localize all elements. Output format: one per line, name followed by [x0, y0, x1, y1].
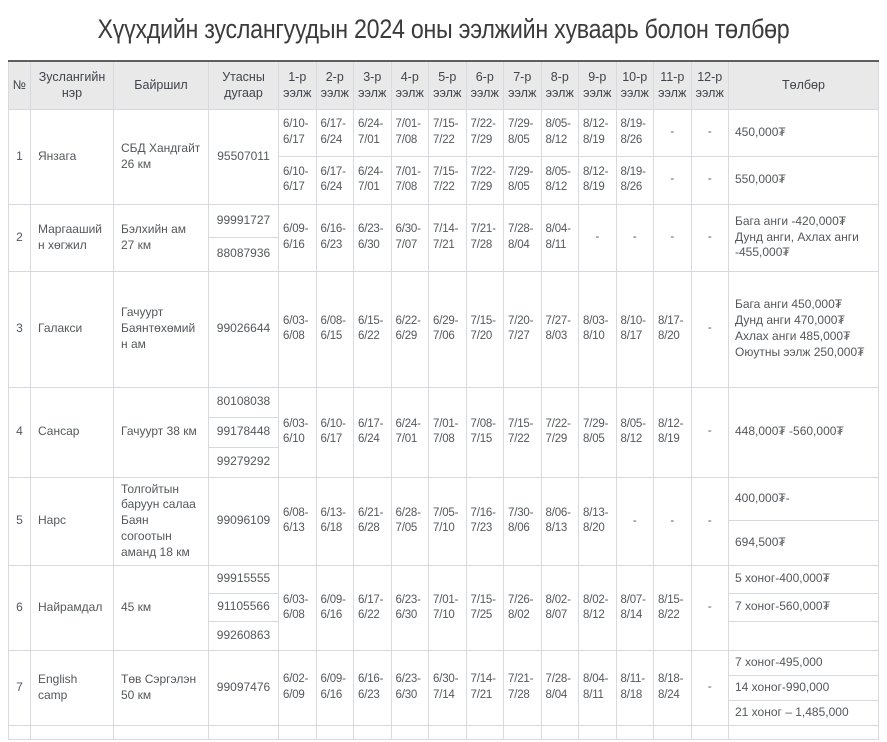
shift-date-cell: 6/23-6/30	[391, 650, 429, 725]
column-header: 11-р ээлж	[654, 61, 692, 109]
fee-cell: 448,000₮ -560,000₮	[729, 387, 879, 477]
shift-date-cell: 8/02-8/12	[579, 565, 617, 650]
shift-date-cell: 8/05-8/12	[616, 387, 654, 477]
shift-date-cell: 8/19-8/26	[616, 109, 654, 156]
phone-cell: 80108038	[209, 387, 279, 417]
empty-cell	[391, 725, 429, 739]
empty-cell	[209, 725, 279, 739]
phone-cell: 99991727	[209, 204, 279, 237]
phone-cell: 99279292	[209, 447, 279, 477]
column-header: 6-р ээлж	[466, 61, 504, 109]
fee-cell: 450,000₮	[729, 109, 879, 156]
shift-date-cell: 6/02-6/09	[279, 650, 317, 725]
shift-date-cell: 6/23-6/30	[354, 204, 392, 271]
fee-cell	[729, 621, 879, 650]
shift-date-cell: 8/02-8/07	[541, 565, 579, 650]
shift-date-cell: 7/15-7/22	[429, 109, 467, 156]
shift-date-cell: 7/15-7/22	[504, 387, 542, 477]
shift-date-cell: 7/29-8/05	[504, 156, 542, 204]
shift-date-cell: 8/12-8/19	[579, 109, 617, 156]
shift-date-cell: 6/03-6/08	[279, 565, 317, 650]
shift-date-cell: 6/13-6/18	[316, 477, 354, 565]
empty-cell	[9, 725, 31, 739]
camp-location-cell: Бэлхийн ам 27 км	[114, 204, 209, 271]
shift-date-cell: 8/03-8/10	[579, 271, 617, 387]
shift-date-cell: 8/06-8/13	[541, 477, 579, 565]
shift-date-cell: 6/09-6/16	[279, 204, 317, 271]
shift-date-cell: 6/03-6/08	[279, 271, 317, 387]
shift-date-cell: -	[691, 156, 729, 204]
shift-date-cell: 7/28-8/04	[504, 204, 542, 271]
fee-cell: 7 хоног-560,000₮	[729, 593, 879, 621]
shift-date-cell: -	[691, 650, 729, 725]
column-header: 3-р ээлж	[354, 61, 392, 109]
shift-date-cell: 6/16-6/23	[354, 650, 392, 725]
camp-number-cell: 7	[9, 650, 31, 725]
phone-cell: 95507011	[209, 109, 279, 204]
shift-date-cell: -	[691, 387, 729, 477]
page-title: Хүүхдийн зуслангуудын 2024 оны ээлжийн хуваарь болон төлбөр	[97, 14, 790, 44]
shift-date-cell: 8/05-8/12	[541, 109, 579, 156]
camp-number-cell: 3	[9, 271, 31, 387]
phone-cell: 99915555	[209, 565, 279, 593]
shift-date-cell: 8/05-8/12	[541, 156, 579, 204]
column-header: 1-р ээлж	[279, 61, 317, 109]
column-header: Төлбөр	[729, 61, 879, 109]
shift-date-cell: 6/17-6/24	[316, 156, 354, 204]
column-header: Зуслангийн нэр	[31, 61, 114, 109]
fee-cell: Бага анги -420,000₮ Дунд анги, Ахлах анги -455,000₮	[729, 204, 879, 271]
table-header	[9, 61, 879, 109]
column-header: 12-р ээлж	[691, 61, 729, 109]
shift-date-cell: 7/01-7/08	[391, 109, 429, 156]
shift-date-cell: 6/21-6/28	[354, 477, 392, 565]
column-header: 10-р ээлж	[616, 61, 654, 109]
empty-cell	[279, 725, 317, 739]
shift-date-cell: -	[691, 204, 729, 271]
shift-date-cell: -	[654, 477, 692, 565]
table-row	[9, 109, 879, 156]
shift-date-cell: -	[616, 477, 654, 565]
fee-cell: 14 хоног-990,000	[729, 675, 879, 700]
shift-date-cell: 7/21-7/28	[466, 204, 504, 271]
shift-date-cell: 7/29-8/05	[579, 387, 617, 477]
empty-cell	[429, 725, 467, 739]
shift-date-cell: 6/24-7/01	[354, 109, 392, 156]
table-header-row	[9, 61, 879, 109]
page	[0, 14, 887, 740]
column-header: 9-р ээлж	[579, 61, 617, 109]
fee-cell: 694,500₮	[729, 521, 879, 566]
column-header: Утасны дугаар	[209, 61, 279, 109]
shift-date-cell: 7/20-7/27	[504, 271, 542, 387]
empty-cell	[729, 725, 879, 739]
shift-date-cell: 8/12-8/19	[654, 387, 692, 477]
shift-date-cell: -	[654, 109, 692, 156]
shift-date-cell: 7/26-8/02	[504, 565, 542, 650]
shift-date-cell: 7/01-7/08	[391, 156, 429, 204]
table-body	[9, 109, 879, 739]
shift-date-cell: 7/22-7/29	[466, 156, 504, 204]
empty-cell	[354, 725, 392, 739]
shift-date-cell: 8/17-8/20	[654, 271, 692, 387]
shift-date-cell: 8/10-8/17	[616, 271, 654, 387]
fee-cell: 7 хоног-495,000	[729, 650, 879, 675]
camp-name-cell: Маргаашийн хөгжил	[31, 204, 114, 271]
shift-date-cell: -	[654, 204, 692, 271]
fee-cell: 21 хоног – 1,485,000	[729, 700, 879, 725]
empty-cell	[541, 725, 579, 739]
shift-date-cell: 6/30-7/14	[429, 650, 467, 725]
shift-date-cell: 6/15-6/22	[354, 271, 392, 387]
camp-number-cell: 5	[9, 477, 31, 565]
shift-date-cell: 7/30-8/06	[504, 477, 542, 565]
table-row	[9, 650, 879, 675]
shift-date-cell: -	[691, 271, 729, 387]
table-row	[9, 204, 879, 237]
shift-date-cell: 6/08-6/13	[279, 477, 317, 565]
shift-date-cell: 6/09-6/16	[316, 650, 354, 725]
camp-name-cell: Галакси	[31, 271, 114, 387]
phone-cell: 99178448	[209, 417, 279, 447]
shift-date-cell: 6/10-6/17	[279, 156, 317, 204]
shift-date-cell: 8/18-8/24	[654, 650, 692, 725]
phone-cell: 99096109	[209, 477, 279, 565]
camp-name-cell: Янзага	[31, 109, 114, 204]
camp-number-cell: 4	[9, 387, 31, 477]
column-header: 4-р ээлж	[391, 61, 429, 109]
empty-cell	[616, 725, 654, 739]
phone-cell: 88087936	[209, 237, 279, 271]
phone-cell: 99260863	[209, 621, 279, 650]
empty-cell	[691, 725, 729, 739]
shift-date-cell: 8/12-8/19	[579, 156, 617, 204]
shift-date-cell: 6/10-6/17	[316, 387, 354, 477]
shift-date-cell: -	[691, 477, 729, 565]
camp-location-cell: Гачуурт Баянтөхөмийн ам	[114, 271, 209, 387]
shift-date-cell: -	[579, 204, 617, 271]
column-header: 5-р ээлж	[429, 61, 467, 109]
camp-number-cell: 6	[9, 565, 31, 650]
camp-number-cell: 1	[9, 109, 31, 204]
table-row	[9, 271, 879, 387]
shift-date-cell: 6/08-6/15	[316, 271, 354, 387]
camp-location-cell: Толгойтын баруун салаа Баян согоотын аманд 18 км	[114, 477, 209, 565]
shift-date-cell: 7/22-7/29	[541, 387, 579, 477]
column-header: Байршил	[114, 61, 209, 109]
shift-date-cell: 7/15-7/22	[429, 156, 467, 204]
shift-date-cell: 8/19-8/26	[616, 156, 654, 204]
shift-date-cell: 7/28-8/04	[541, 650, 579, 725]
shift-date-cell: 7/15-7/25	[466, 565, 504, 650]
camps-schedule-table	[8, 60, 879, 739]
shift-date-cell: 6/24-7/01	[391, 387, 429, 477]
fee-cell: 5 хоног-400,000₮	[729, 565, 879, 593]
table-row	[9, 477, 879, 521]
camp-location-cell: 45 км	[114, 565, 209, 650]
phone-cell: 91105566	[209, 593, 279, 621]
fee-cell: Бага анги 450,000₮ Дунд анги 470,000₮ Ахлах анги 485,000₮ Оюутны ээлж 250,000₮	[729, 271, 879, 387]
shift-date-cell: 8/04-8/11	[541, 204, 579, 271]
table-row	[9, 387, 879, 417]
shift-date-cell: 7/22-7/29	[466, 109, 504, 156]
phone-cell: 99097476	[209, 650, 279, 725]
shift-date-cell: 8/11-8/18	[616, 650, 654, 725]
table-row-partial	[9, 725, 879, 739]
column-header: 7-р ээлж	[504, 61, 542, 109]
shift-date-cell: -	[616, 204, 654, 271]
shift-date-cell: 8/07-8/14	[616, 565, 654, 650]
camp-name-cell: Сансар	[31, 387, 114, 477]
shift-date-cell: 8/13-8/20	[579, 477, 617, 565]
camp-location-cell: СБД Хандгайт 26 км	[114, 109, 209, 204]
empty-cell	[114, 725, 209, 739]
shift-date-cell: 7/21-7/28	[504, 650, 542, 725]
empty-cell	[31, 725, 114, 739]
fee-cell: 400,000₮-	[729, 477, 879, 521]
shift-date-cell: 7/08-7/15	[466, 387, 504, 477]
camp-name-cell: Найрамдал	[31, 565, 114, 650]
shift-date-cell: 6/17-6/24	[316, 109, 354, 156]
shift-date-cell: 6/16-6/23	[316, 204, 354, 271]
camp-location-cell: Төв Сэргэлэн 50 км	[114, 650, 209, 725]
column-header: 8-р ээлж	[541, 61, 579, 109]
shift-date-cell: -	[691, 565, 729, 650]
shift-date-cell: 6/23-6/30	[391, 565, 429, 650]
camp-name-cell: English camp	[31, 650, 114, 725]
column-header: 2-р ээлж	[316, 61, 354, 109]
shift-date-cell: 6/17-6/24	[354, 387, 392, 477]
shift-date-cell: 6/30-7/07	[391, 204, 429, 271]
shift-date-cell: 8/15-8/22	[654, 565, 692, 650]
shift-date-cell: 7/05-7/10	[429, 477, 467, 565]
empty-cell	[316, 725, 354, 739]
phone-cell: 99026644	[209, 271, 279, 387]
column-header: №	[9, 61, 31, 109]
fee-cell: 550,000₮	[729, 156, 879, 204]
shift-date-cell: 6/10-6/17	[279, 109, 317, 156]
empty-cell	[466, 725, 504, 739]
camp-number-cell: 2	[9, 204, 31, 271]
shift-date-cell: 6/28-7/05	[391, 477, 429, 565]
shift-date-cell: 7/14-7/21	[466, 650, 504, 725]
shift-date-cell: 7/01-7/10	[429, 565, 467, 650]
empty-cell	[579, 725, 617, 739]
shift-date-cell: 7/27-8/03	[541, 271, 579, 387]
shift-date-cell: 6/17-6/22	[354, 565, 392, 650]
shift-date-cell: 7/16-7/23	[466, 477, 504, 565]
shift-date-cell: 6/29-7/06	[429, 271, 467, 387]
shift-date-cell: -	[654, 156, 692, 204]
shift-date-cell: 8/04-8/11	[579, 650, 617, 725]
shift-date-cell: 7/15-7/20	[466, 271, 504, 387]
shift-date-cell: 7/01-7/08	[429, 387, 467, 477]
camp-location-cell: Гачуурт 38 км	[114, 387, 209, 477]
shift-date-cell: 7/29-8/05	[504, 109, 542, 156]
empty-cell	[654, 725, 692, 739]
table-row	[9, 565, 879, 593]
shift-date-cell: 6/09-6/16	[316, 565, 354, 650]
shift-date-cell: -	[691, 109, 729, 156]
shift-date-cell: 7/14-7/21	[429, 204, 467, 271]
shift-date-cell: 6/22-6/29	[391, 271, 429, 387]
shift-date-cell: 6/03-6/10	[279, 387, 317, 477]
shift-date-cell: 6/24-7/01	[354, 156, 392, 204]
camp-name-cell: Нарс	[31, 477, 114, 565]
empty-cell	[504, 725, 542, 739]
